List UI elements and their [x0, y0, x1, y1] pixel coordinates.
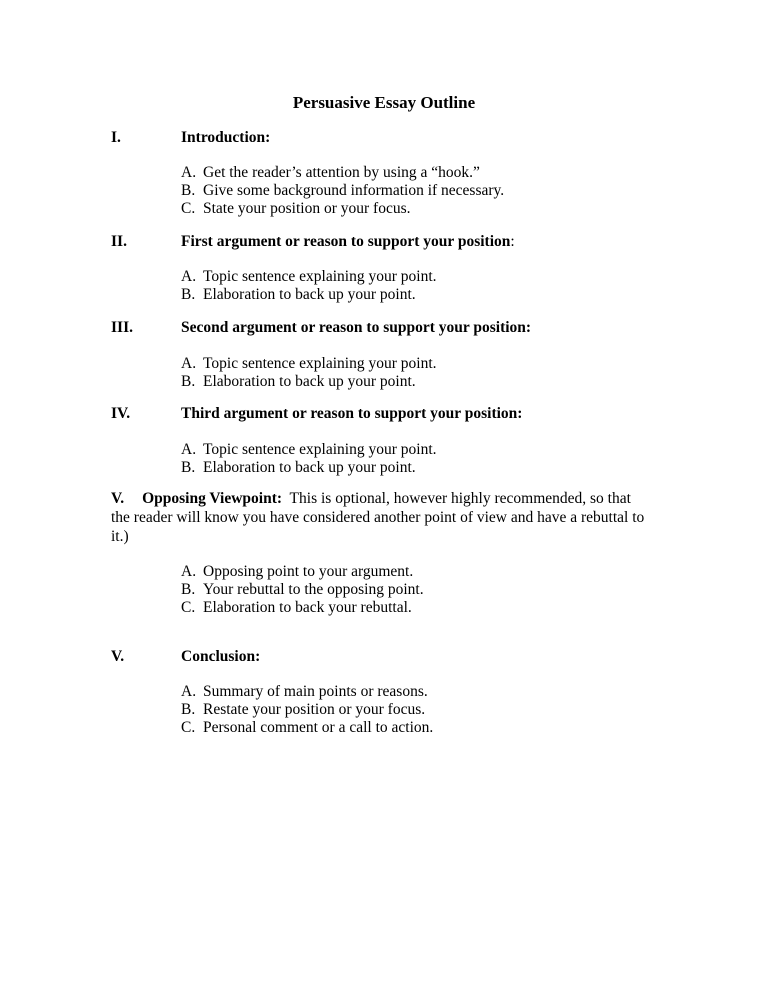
- list-item: C. State your position or your focus.: [181, 200, 411, 217]
- section-heading-second-argument: [111, 319, 531, 337]
- section-numeral: V.: [111, 490, 125, 507]
- section-title: Second argument or reason to support your position:: [181, 319, 532, 336]
- list-item: A. Topic sentence explaining your point.: [181, 268, 437, 285]
- list-item: A. Get the reader’s attention by using a “hook.”: [181, 164, 480, 181]
- section-title: Conclusion:: [181, 648, 261, 665]
- opposing-viewpoint-items: [181, 563, 424, 617]
- third-argument-items: [181, 441, 437, 477]
- section-title: Third argument or reason to support your position:: [181, 405, 523, 422]
- opposing-viewpoint-paragraph: [111, 489, 651, 546]
- section-numeral: I.: [111, 129, 121, 146]
- section-numeral: V.: [111, 648, 125, 665]
- section-heading-first-argument: [111, 233, 515, 251]
- first-argument-items: [181, 268, 437, 304]
- list-item: B. Elaboration to back up your point.: [181, 459, 416, 476]
- list-item: B. Give some background information if necessary.: [181, 182, 505, 199]
- list-item: B. Elaboration to back up your point.: [181, 286, 416, 303]
- list-item: A. Topic sentence explaining your point.: [181, 355, 437, 372]
- section-title: First argument or reason to support your position: [181, 233, 511, 250]
- section-numeral: II.: [111, 233, 127, 250]
- introduction-items: [181, 164, 504, 218]
- section-numeral: III.: [111, 319, 133, 336]
- page-title: Persuasive Essay Outline: [292, 93, 476, 112]
- list-item: B. Restate your position or your focus.: [181, 701, 426, 718]
- list-item: A. Topic sentence explaining your point.: [181, 441, 437, 458]
- section-title: Opposing Viewpoint:: [142, 490, 283, 507]
- conclusion-items: [181, 683, 433, 737]
- section-title: Introduction:: [181, 129, 271, 146]
- list-item: B. Elaboration to back up your point.: [181, 373, 416, 390]
- second-argument-items: [181, 355, 437, 391]
- section-numeral: IV.: [111, 405, 131, 422]
- section-heading-third-argument: [111, 405, 522, 423]
- list-item: B. Your rebuttal to the opposing point.: [181, 581, 424, 598]
- list-item: A. Summary of main points or reasons.: [181, 683, 428, 700]
- section-heading-conclusion: [111, 648, 260, 666]
- list-item: C. Elaboration to back your rebuttal.: [181, 599, 412, 616]
- list-item: C. Personal comment or a call to action.: [181, 719, 434, 736]
- section-body: This is optional, however highly recommended, so that the reader will know you have considered another point of view and have a rebuttal to it.): [111, 490, 645, 545]
- list-item: A. Opposing point to your argument.: [181, 563, 414, 580]
- section-heading-introduction: [111, 129, 270, 147]
- heading-colon: :: [510, 233, 515, 250]
